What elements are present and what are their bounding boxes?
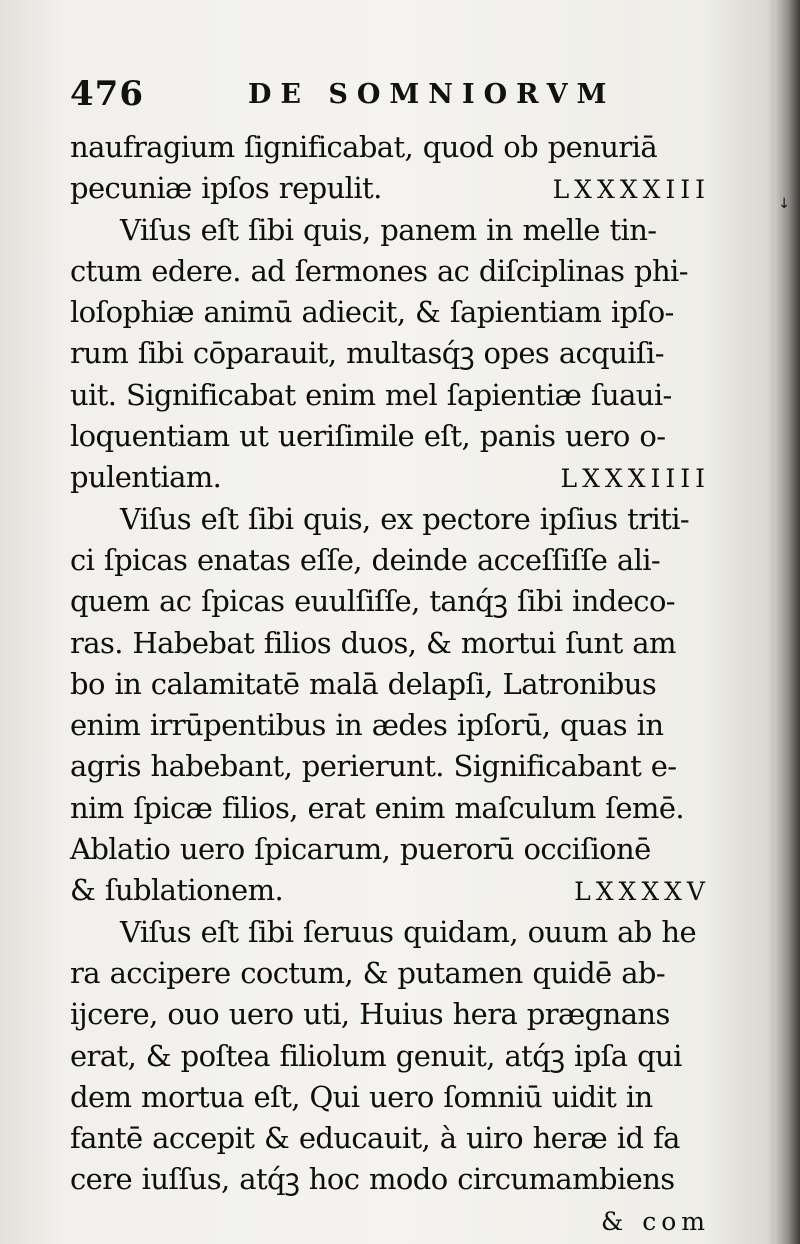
line-text: cere iuſſus, atq́ꝫ hoc modo circumambiens [70, 1162, 675, 1197]
text-line [70, 705, 710, 746]
line-text: fantē accepit & educauit, à uiro heræ id fa [70, 1121, 680, 1156]
running-title: DE SOMNIORVM [248, 79, 616, 110]
text-line [70, 581, 710, 622]
line-text: loſophiæ animū adiecit, & ſapientiam ipſo- [70, 295, 674, 330]
line-text: Ablatio uero ſpicarum, puerorū occiſionē [70, 832, 651, 867]
line-text: naufragium ſignificabat, quod ob penuriā [70, 130, 658, 164]
line-text: dem mortua eſt, Qui uero ſomniū uidit in [70, 1079, 653, 1114]
text-line [70, 251, 710, 292]
line-text: Viſus eſt ſibi ſeruus quidam, ouum ab he [120, 914, 697, 949]
line-text: loquentiam ut ueriſimile eſt, panis uero o- [70, 419, 666, 454]
line-text: quem ac ſpicas euulſiſſe, tanq́ꝫ ſibi indeco- [70, 584, 676, 619]
text-line [70, 788, 710, 829]
catchword: & com [601, 1206, 710, 1236]
page-header [70, 74, 710, 114]
text-line [70, 210, 710, 251]
text-line [70, 375, 710, 416]
text-line [70, 168, 710, 209]
body-text [70, 127, 710, 1242]
line-text: Viſus eſt ſibi quis, ex pectore ipſius triti- [120, 501, 690, 536]
section-number: LXXXXV [574, 877, 710, 907]
text-line [70, 540, 710, 581]
line-text: pecuniæ ipſos repulit. [70, 171, 382, 206]
line-text: agris habebant, perierunt. Significabant e- [70, 749, 677, 784]
text-line [70, 1118, 710, 1159]
margin-mark: ↓ [778, 196, 790, 212]
text-line [70, 829, 710, 870]
text-line [70, 912, 710, 953]
text-line [70, 333, 710, 374]
text-line [70, 746, 710, 787]
line-text: rum ſibi cōparauit, multasq́ꝫ opes acquiſi- [70, 336, 664, 371]
line-text: uit. Significabat enim mel ſapientiæ ſuaui- [70, 377, 672, 412]
text-line [70, 499, 710, 540]
line-text: & ſublationem. [70, 873, 284, 908]
text-line [70, 953, 710, 994]
text-line [70, 1036, 710, 1077]
line-text: ctum edere. ad ſermones ac diſciplinas phi- [70, 253, 688, 288]
line-text: ci ſpicas enatas eſſe, deinde acceſſiſſe ali- [70, 542, 661, 577]
line-text: ijcere, ouo uero uti, Huius hera prægnans [70, 997, 670, 1032]
text-line [70, 457, 710, 498]
text-line [70, 994, 710, 1035]
page-number: 476 [70, 74, 144, 114]
line-text: erat, & poſtea filiolum genuit, atq́ꝫ ipſa qui [70, 1038, 682, 1073]
line-text: nim ſpicæ filios, erat enim maſculum ſemē. [70, 790, 685, 825]
page-gutter-shadow [774, 0, 800, 1244]
line-text: Viſus eſt ſibi quis, panem in melle tin- [120, 212, 657, 247]
section-number: LXXXIIII [560, 464, 710, 494]
text-line [70, 127, 710, 168]
text-line [70, 1159, 710, 1200]
text-line [70, 416, 710, 457]
section-number: LXXXXIII [552, 175, 710, 205]
text-line [70, 1077, 710, 1118]
text-line [70, 1201, 710, 1242]
text-line [70, 870, 710, 911]
line-text: pulentiam. [70, 460, 222, 495]
line-text: enim irrūpentibus in ædes ipſorū, quas in [70, 708, 664, 743]
line-text: ras. Habebat filios duos, & mortui ſunt am [70, 625, 676, 660]
line-text: bo in calamitatē malā delapſi, Latronibus [70, 666, 657, 701]
text-line [70, 623, 710, 664]
text-line [70, 664, 710, 705]
text-line [70, 292, 710, 333]
line-text: ra accipere coctum, & putamen quidē ab- [70, 955, 666, 990]
